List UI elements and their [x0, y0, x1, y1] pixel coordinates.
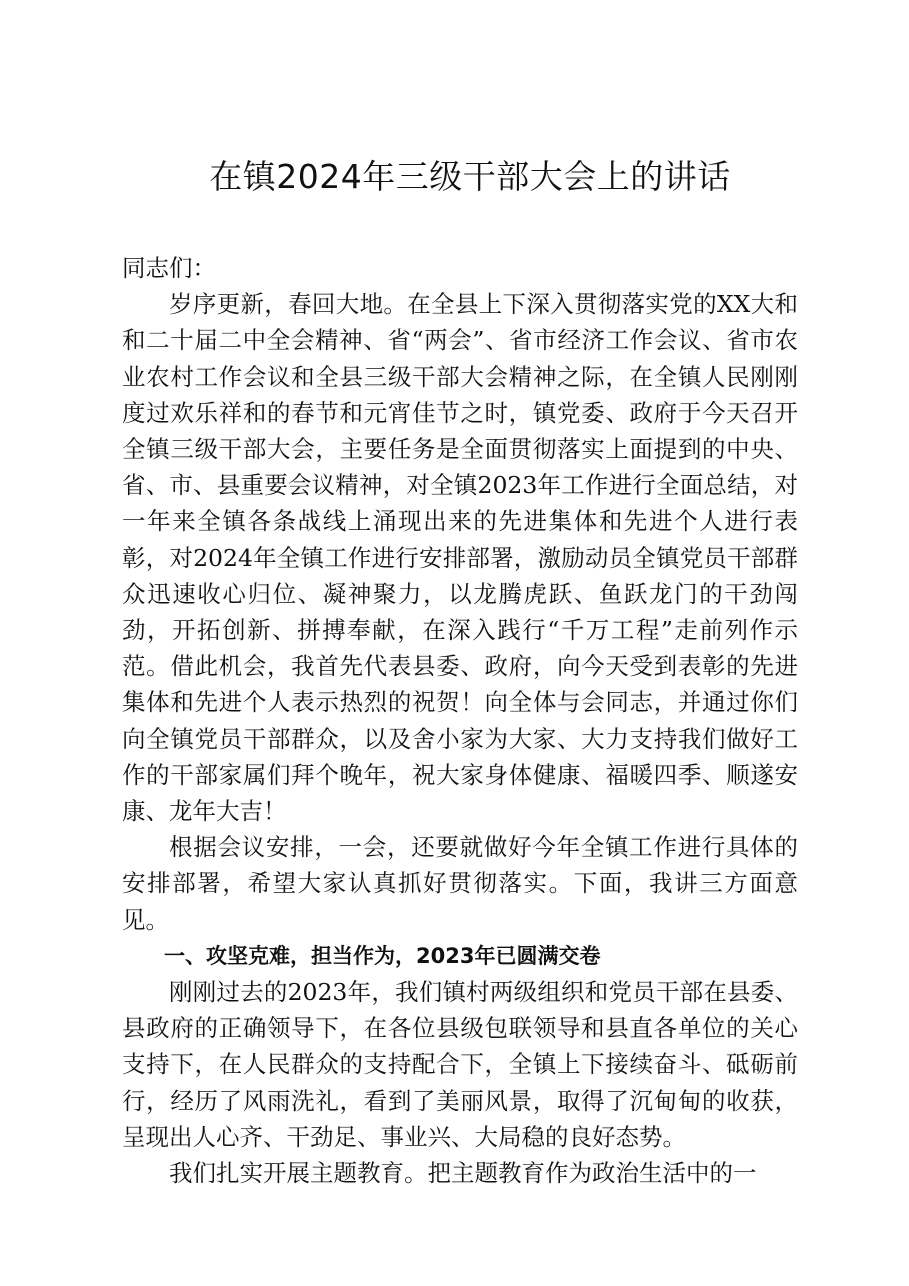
salutation: 同志们：	[122, 254, 216, 282]
section-paragraph-2: 我们扎实开展主题教育。把主题教育作为政治生活中的一	[169, 1159, 757, 1188]
section-heading: 一、攻坚克难，担当作为，2023年已圆满交卷	[164, 943, 601, 968]
body-paragraph-1: 岁序更新，春回大地。在全县上下深入贯彻落实党的XX大和和二十届二中全会精神、省“两会”、省市经济工作会议、省市农业农村工作会议和全县三级干部大会精神之际，在全镇人民刚刚度过欢乐祥和的春节和元宵佳节之时，镇党委、政府于今天召开全镇三级干部大会，主要任务是全面贯彻落实上面提到的中央、省、市、县重要会议精神，对全镇2023年工作进行全面总结，对一年来全镇各条战线上涌现出来的先进集体和先进个人进行表彰，对2024年全镇工作进行安排部署，激励动员全镇党员干部群众迅速收心归位、凝神聚力，以龙腾虎跃、鱼跃龙门的干劲闯劲，开拓创新、拼搏奉献，在深入践行“千万工程”走前列作示范。借此机会，我首先代表县委、政府，向今天受到表彰的先进集体和先进个人表示热烈的祝贺！向全体与会同志，并通过你们向全镇党员干部群众，以及舍小家为大家、大力支持我们做好工作的干部家属们拜个晚年，祝大家身体健康、福暖四季、顺遂安康、龙年大吉！	[122, 290, 798, 826]
document-title: 在镇2024年三级干部大会上的讲话	[209, 157, 731, 196]
document-body	[122, 250, 798, 1191]
body-paragraph-2: 根据会议安排，一会，还要就做好今年全镇工作进行具体的安排部署，希望大家认真抓好贯彻落实。下面，我讲三方面意见。	[122, 833, 798, 934]
section-paragraph-1: 刚刚过去的2023年，我们镇村两级组织和党员干部在县委、县政府的正确领导下，在各位县级包联领导和县直各单位的关心支持下，在人民群众的支持配合下，全镇上下接续奋斗、砥砺前行，经历了风雨洗礼，看到了美丽风景，取得了沉甸甸的收获，呈现出人心齐、干劲足、事业兴、大局稳的良好态势。	[122, 978, 798, 1151]
